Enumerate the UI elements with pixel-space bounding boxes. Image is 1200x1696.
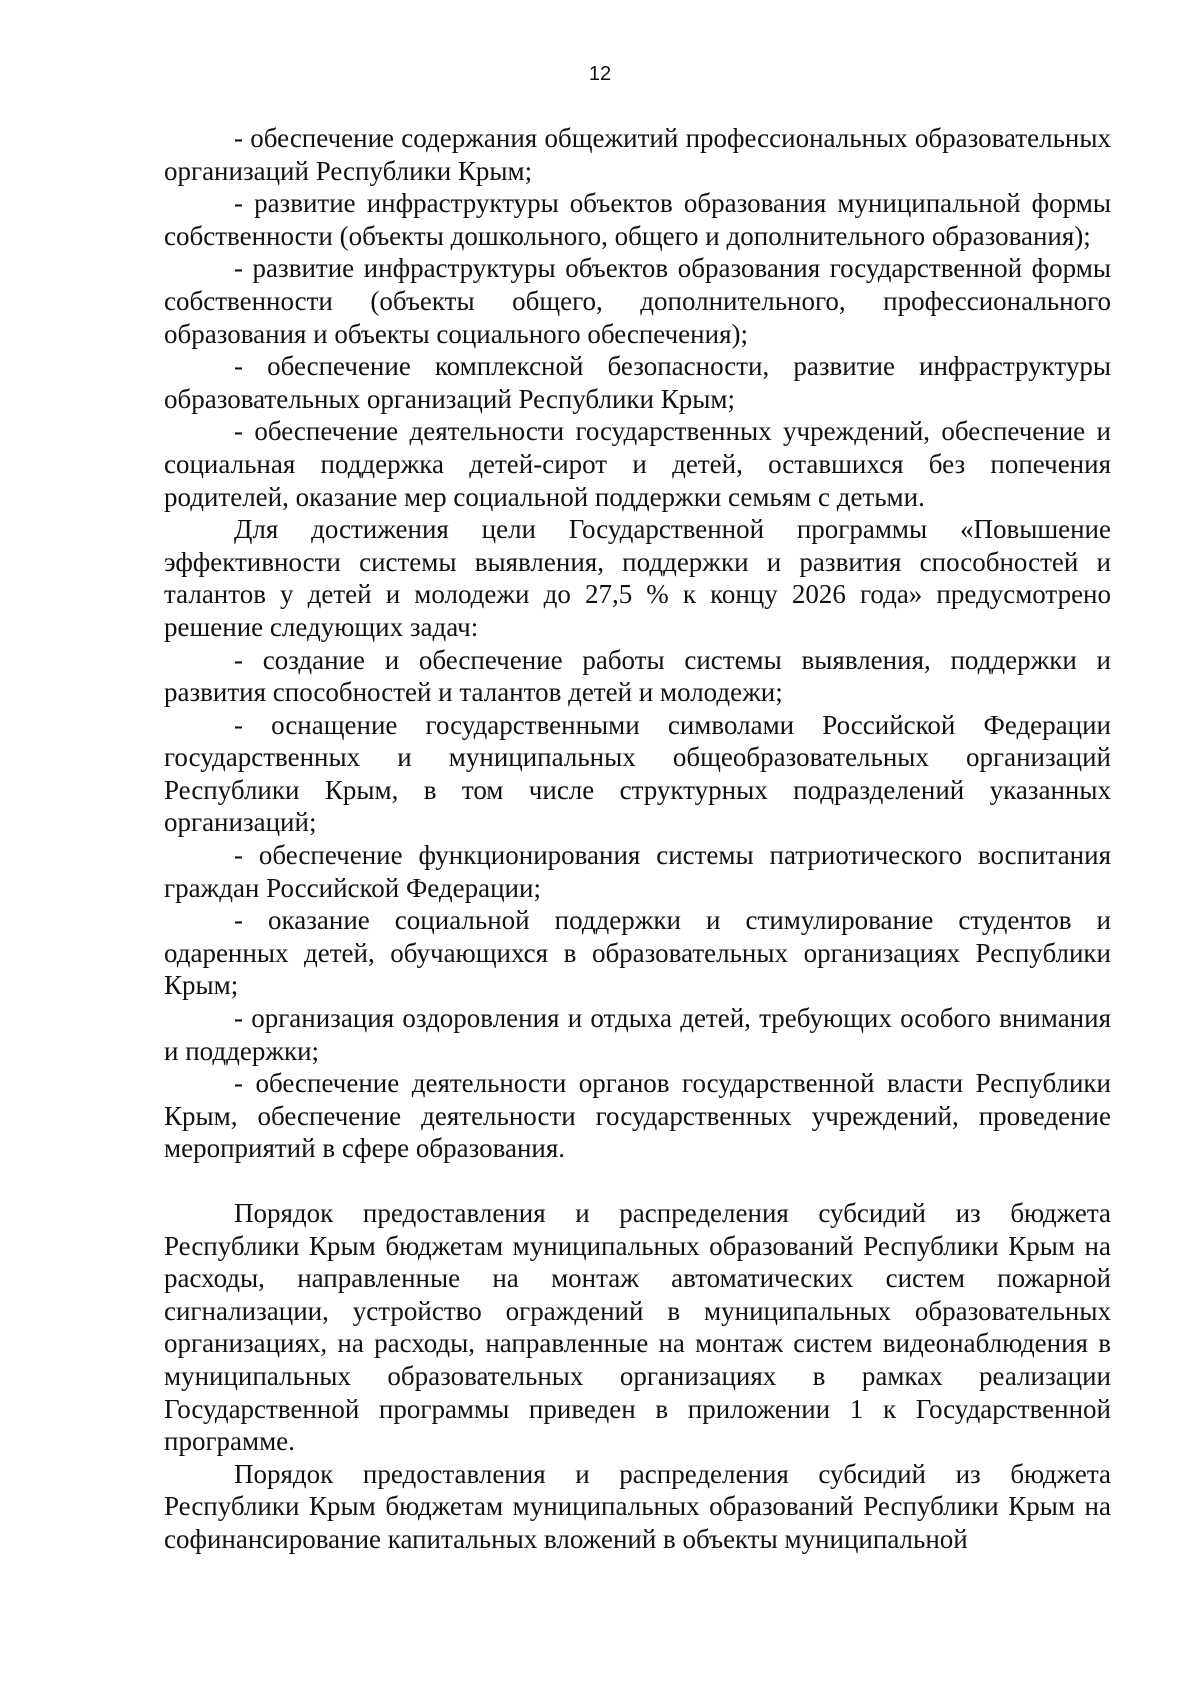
paragraph-student-support: - оказание социальной поддержки и стимулирование студентов и одаренных детей, обучающихся в образовательных организациях Республики Крым; <box>164 905 1111 1001</box>
paragraph-complex-security: - обеспечение комплексной безопасности, развитие инфраструктуры образовательных организаций Республики Крым; <box>164 351 1111 414</box>
paragraph-subsidy-procedure-security: Порядок предоставления и распределения субсидий из бюджета Республики Крым бюджетам муниципальных образований Республики Крым на расходы, направленные на монтаж автоматических систем пожарной сигнализации, устройство ограждений в муниципальных образовательных организациях, на расходы, направленные на монтаж систем видеонаблюдения в муниципальных образовательных организациях в рамках реализации Государственной программы приведен в приложении 1 к Государственной программе. <box>164 1198 1111 1457</box>
paragraph-subsidy-procedure-capital: Порядок предоставления и распределения субсидий из бюджета Республики Крым бюджетам муниципальных образований Республики Крым на софинансирование капитальных вложений в объекты муниципальной <box>164 1458 1111 1554</box>
paragraph-government-bodies: - обеспечение деятельности органов государственной власти Республики Крым, обеспечение деятельности государственных учреждений, проведение мероприятий в сфере образования. <box>164 1068 1111 1164</box>
paragraph-dormitory-maintenance: - обеспечение содержания общежитий профессиональных образовательных организаций Республики Крым; <box>164 123 1111 186</box>
paragraph-children-recreation: - организация оздоровления и отдыха детей, требующих особого внимания и поддержки; <box>164 1003 1111 1066</box>
paragraph-state-symbols: - оснащение государственными символами Российской Федерации государственных и муниципальных общеобразовательных организаций Республики Крым, в том числе структурных подразделений указанных организаций; <box>164 709 1111 838</box>
paragraph-patriotic-education: - обеспечение функционирования системы патриотического воспитания граждан Российской Федерации; <box>164 840 1111 903</box>
paragraph-talent-system: - создание и обеспечение работы системы выявления, поддержки и развития способностей и талантов детей и молодежи; <box>164 644 1111 708</box>
paragraph-orphan-support: - обеспечение деятельности государственных учреждений, обеспечение и социальная поддержка детей-сирот и детей, оставшихся без попечения родителей, оказание мер социальной поддержки семьям с детьми. <box>164 416 1111 512</box>
paragraph-program-goal: Для достижения цели Государственной программы «Повышение эффективности системы выявления, поддержки и развития способностей и талантов у детей и молодежи до 27,5 % к концу 2026 года» предусмотрено решение следующих задач: <box>164 514 1111 642</box>
paragraph-state-infrastructure: - развитие инфраструктуры объектов образования государственной формы собственности (объекты общего, дополнительного, профессионального образования и объекты социального обеспечения); <box>164 253 1111 349</box>
page-number: 12 <box>588 63 612 85</box>
document-body <box>164 122 1111 1556</box>
paragraph-municipal-infrastructure: - развитие инфраструктуры объектов образования муниципальной формы собственности (объекты дошкольного, общего и дополнительного образования); <box>164 188 1111 251</box>
